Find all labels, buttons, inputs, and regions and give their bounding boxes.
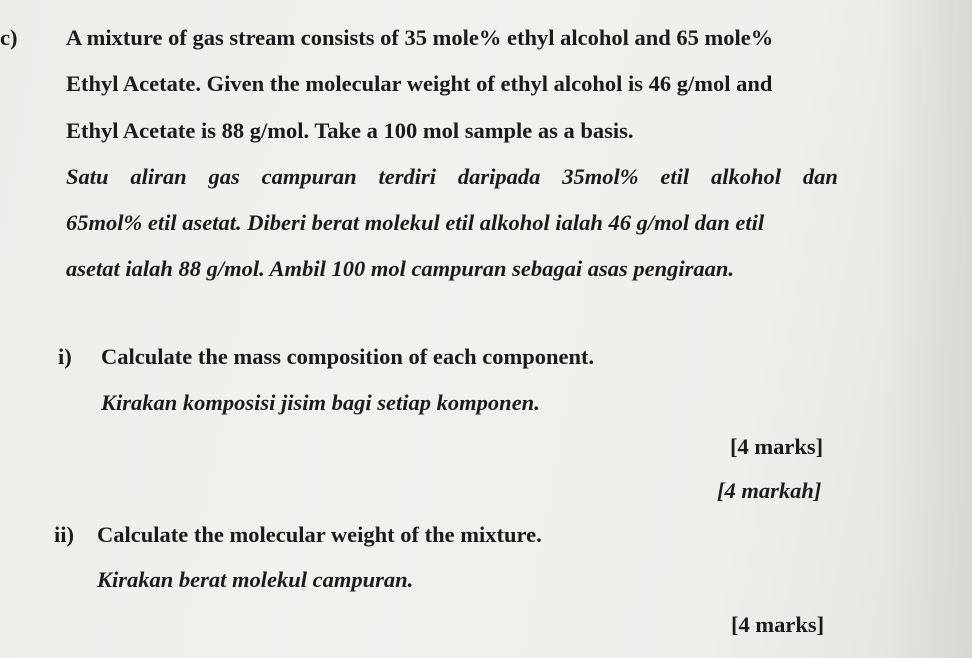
part-i-markah: [4 markah] (717, 478, 822, 503)
part-ii-marks: [4 marks] (731, 612, 825, 637)
page-shadow (882, 0, 972, 658)
part-i-marks: [4 marks] (730, 434, 824, 459)
malay-word: etil (660, 164, 690, 189)
malay-word: 35mol% (562, 164, 639, 189)
part-ii-label: ii) (54, 522, 74, 547)
malay-word: aliran (130, 164, 187, 189)
question-english-line-2: Ethyl Acetate. Given the molecular weight of ethyl alcohol is 46 g/mol and (66, 71, 773, 96)
question-english-line-3: Ethyl Acetate is 88 g/mol. Take a 100 mol sample as a basis. (66, 118, 634, 143)
malay-word: daripada (457, 164, 541, 189)
part-ii-malay: Kirakan berat molekul campuran. (97, 567, 414, 592)
part-ii-english: Calculate the molecular weight of the mixture. (97, 522, 542, 547)
malay-word: campuran (261, 164, 357, 189)
part-i-english: Calculate the mass composition of each component. (101, 344, 595, 369)
malay-word: Satu (66, 164, 109, 189)
malay-word: gas (208, 164, 240, 189)
question-english-line-1: A mixture of gas stream consists of 35 mole% ethyl alcohol and 65 mole% (66, 25, 774, 50)
question-malay-line-3: asetat ialah 88 g/mol. Ambil 100 mol campuran sebagai asas pengiraan. (66, 256, 734, 281)
part-i-label: i) (58, 344, 72, 369)
malay-word: alkohol (711, 164, 782, 189)
question-label: c) (0, 25, 18, 50)
question-malay-line-1 (66, 163, 838, 191)
malay-word: terdiri (378, 164, 437, 189)
question-malay-line-2: 65mol% etil asetat. Diberi berat molekul etil alkohol ialah 46 g/mol dan etil (66, 210, 765, 235)
malay-word: dan (802, 164, 838, 189)
part-i-malay: Kirakan komposisi jisim bagi setiap komponen. (101, 390, 540, 415)
